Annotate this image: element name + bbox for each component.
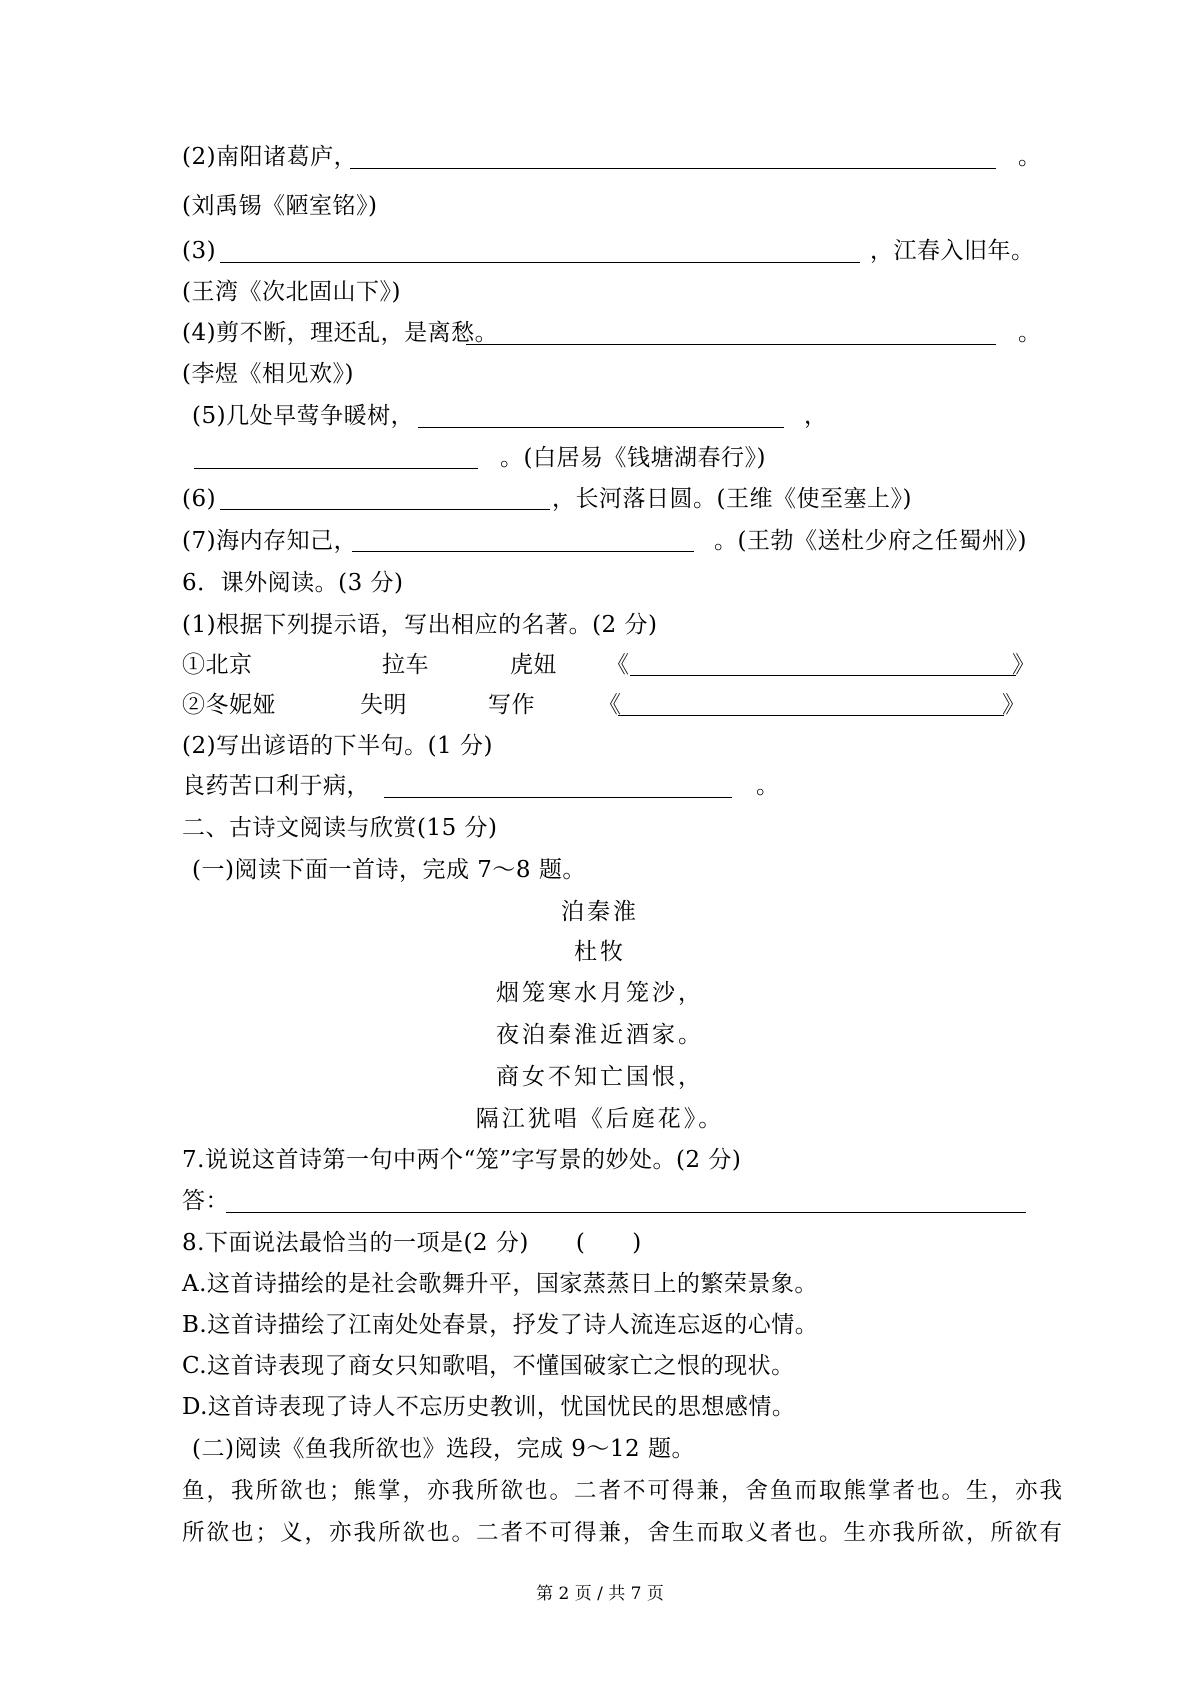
q5-item2-source: (刘禹锡《陋室铭》)	[182, 193, 378, 219]
q5-item6-prefix: (6)	[182, 486, 217, 512]
q6-proverb-blank[interactable]	[384, 797, 732, 798]
q5-item6-blank[interactable]	[220, 509, 550, 510]
q7-answer-label: 答：	[182, 1188, 229, 1214]
q6-row1-blank[interactable]	[630, 675, 1016, 676]
q5-item7-prefix: (7)海内存知己，	[182, 528, 358, 554]
q6-row2-hint2: 失明	[360, 692, 407, 718]
q5-item3-blank[interactable]	[220, 262, 860, 263]
q5-item3-suffix: ，江春入旧年。	[870, 238, 1035, 264]
section2-sub1: (一)阅读下面一首诗，完成 7～8 题。	[192, 857, 586, 883]
q6-part1: (1)根据下列提示语，写出相应的名著。(2 分)	[182, 612, 658, 638]
poem-line-3: 商女不知亡国恨，	[496, 1064, 704, 1090]
q5-item3-prefix: (3)	[182, 238, 217, 264]
q6-row1-hint3: 虎妞	[510, 652, 557, 678]
q6-row1-close: 》	[1012, 652, 1036, 678]
q6-row2-hint1: ②冬妮娅	[182, 692, 276, 718]
q6-row1-hint2: 拉车	[382, 652, 429, 678]
q8-option-d[interactable]: D.这首诗表现了诗人不忘历史教训，忧国忧民的思想感情。	[182, 1394, 796, 1420]
poem-line-4: 隔江犹唱《后庭花》。	[475, 1106, 725, 1132]
page-footer: 第 2 页 / 共 7 页	[536, 1584, 664, 1604]
q6-row2-close: 》	[1002, 692, 1026, 718]
q6-row2-blank[interactable]	[618, 715, 1004, 716]
q8-option-c[interactable]: C.这首诗表现了商女只知歌唱，不懂国破家亡之恨的现状。	[182, 1353, 795, 1379]
q5-item2-prefix: (2)南阳诸葛庐，	[182, 144, 358, 170]
q6-row1-open: 《	[606, 652, 630, 678]
q5-item4-blank[interactable]	[466, 344, 996, 345]
q8-question: 8.下面说法最恰当的一项是(2 分) ( )	[182, 1230, 642, 1256]
q5-item7-suffix: 。(王勃《送杜少府之任蜀州》)	[714, 528, 1027, 554]
q5-item3-source: (王湾《次北固山下》)	[182, 279, 401, 305]
q7-question: 7.说说这首诗第一句中两个“笼”字写景的妙处。(2 分)	[182, 1147, 742, 1173]
section2-title: 二、古诗文阅读与欣赏(15 分)	[182, 815, 498, 841]
q6-proverb-prefix: 良药苦口利于病，	[182, 773, 370, 799]
q5-item5-comma: ，	[804, 403, 828, 429]
q8-option-b[interactable]: B.这首诗描绘了江南处处春景，抒发了诗人流连忘返的心情。	[182, 1312, 819, 1338]
q5-item4-end: 。	[1018, 320, 1042, 346]
q6-part2: (2)写出谚语的下半句。(1 分)	[182, 733, 493, 759]
q5-item4-source: (李煜《相见欢》)	[182, 361, 354, 387]
q5-item5-blank-a[interactable]	[418, 427, 784, 428]
q5-item4-prefix: (4)剪不断，理还乱，是离愁。	[182, 320, 499, 346]
q5-item2-end: 。	[1018, 144, 1042, 170]
poem-line-2: 夜泊秦淮近酒家。	[496, 1022, 704, 1048]
q5-item5-suffix: 。(白居易《钱塘湖春行》)	[500, 445, 766, 471]
q5-item6-suffix: ，长河落日圆。(王维《使至塞上》)	[552, 486, 912, 512]
q8-option-a[interactable]: A.这首诗描绘的是社会歌舞升平，国家蒸蒸日上的繁荣景象。	[182, 1271, 818, 1297]
passage-line-1: 鱼，我所欲也；熊掌，亦我所欲也。二者不可得兼，舍鱼而取熊掌者也。生，亦我	[182, 1478, 1065, 1504]
q5-item5-blank-b[interactable]	[194, 468, 478, 469]
q5-item2-blank[interactable]	[350, 168, 996, 169]
q6-row2-hint3: 写作	[488, 692, 535, 718]
q7-answer-blank[interactable]	[226, 1212, 1026, 1213]
passage-line-2: 所欲也；义，亦我所欲也。二者不可得兼，舍生而取义者也。生亦我所欲，所欲有	[182, 1520, 1065, 1546]
section2-sub2: (二)阅读《鱼我所欲也》选段，完成 9～12 题。	[192, 1436, 695, 1462]
poem-title: 泊秦淮	[561, 899, 639, 925]
q6-title: 6．课外阅读。(3 分)	[182, 570, 404, 596]
poem-line-1: 烟笼寒水月笼沙，	[496, 980, 704, 1006]
q5-item5-prefix: (5)几处早莺争暖树，	[192, 403, 415, 429]
q6-row2-open: 《	[598, 692, 622, 718]
q6-proverb-end: 。	[756, 773, 780, 799]
poem-author: 杜牧	[574, 939, 626, 965]
q6-row1-hint1: ①北京	[182, 652, 253, 678]
q5-item7-blank[interactable]	[352, 551, 694, 552]
